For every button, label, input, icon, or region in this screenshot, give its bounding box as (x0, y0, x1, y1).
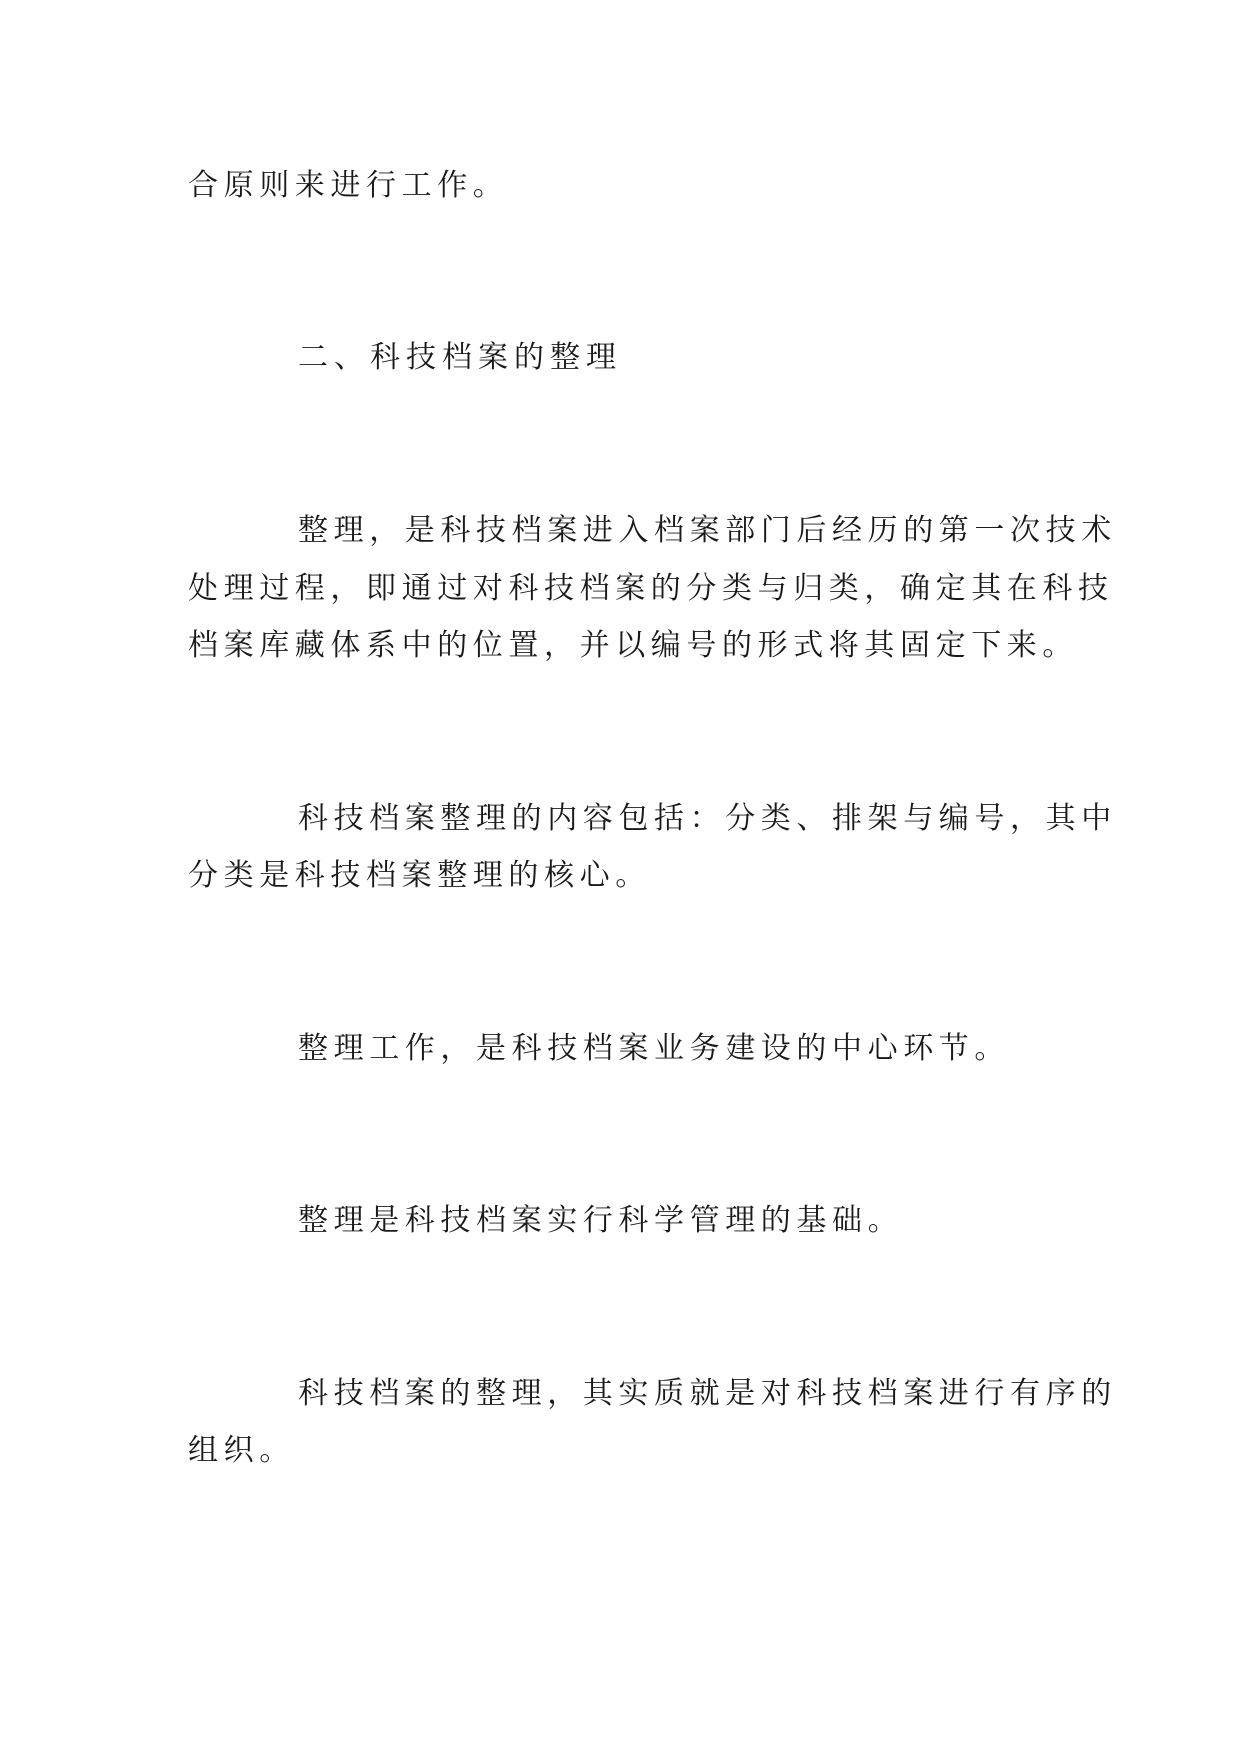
paragraph-2-line-1: 科技档案整理的内容包括：分类、排架与编号，其中 (298, 801, 1117, 836)
paragraph-1-line-2: 处理过程，即通过对科技档案的分类与归类，确定其在科技 (188, 571, 1114, 606)
paragraph-1-line-1: 整理，是科技档案进入档案部门后经历的第一次技术 (298, 513, 1117, 548)
paragraph-5-line-2: 组织。 (188, 1433, 295, 1468)
paragraph-5-line-1: 科技档案的整理，其实质就是对科技档案进行有序的 (298, 1376, 1117, 1411)
paragraph-2-line-2: 分类是科技档案整理的核心。 (188, 858, 651, 893)
paragraph-1-line-3: 档案库藏体系中的位置，并以编号的形式将其固定下来。 (188, 628, 1078, 663)
section-heading: 二、科技档案的整理 (298, 340, 622, 375)
paragraph-4-line-1: 整理是科技档案实行科学管理的基础。 (298, 1203, 904, 1238)
paragraph-3-line-1: 整理工作，是科技档案业务建设的中心环节。 (298, 1031, 1010, 1066)
paragraph-continuation-line: 合原则来进行工作。 (188, 168, 509, 203)
